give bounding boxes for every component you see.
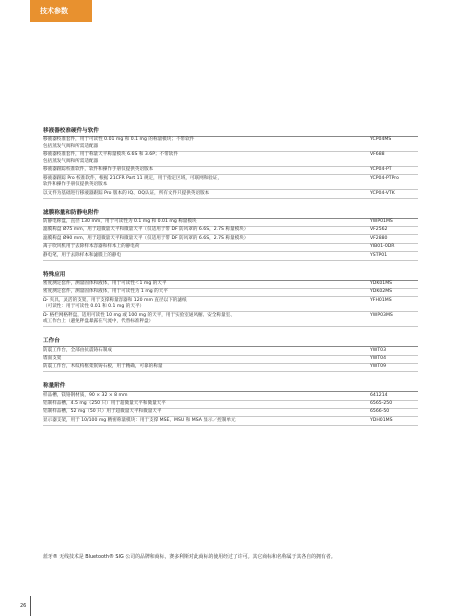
page-number: 26 <box>20 603 27 609</box>
page-divider <box>30 596 31 616</box>
row-desc: 以文件为基础进行移液器跟踪 Pro 版本的 IQ、OQ认证，所有文件只提供英语版本 <box>43 190 210 196</box>
row-desc: 密度测定套件，测量固体和液体，用于可读性为 1 mg 的天平 <box>43 289 168 295</box>
section-header-band <box>30 0 92 22</box>
row-desc: 移液器校准套件，用于可读性 0.01 mg 和 0.1 mg 的称量模块；不带软件 包括蒸发气阀和所需适配器 <box>43 137 195 149</box>
row-code: 641214 <box>370 392 388 398</box>
table-row <box>43 167 418 175</box>
row-desc: 墙面支架 <box>43 355 62 361</box>
row-code: YWP03MS <box>370 312 393 318</box>
header-title: 技术参数 <box>40 7 68 15</box>
section-title: 称量附件 <box>43 381 418 392</box>
section-pipette-calibration <box>43 126 418 199</box>
row-desc: 铝制样品槽，4.5 mg（250 只）用于超微量天平和微量天平 <box>43 401 166 407</box>
row-desc: 滤膜称盘 Ø90 mm，用于超微量天平和微量天平（仅适用于带 DF 防风罩的 6.6S，2.7S 称量模块） <box>43 235 249 241</box>
row-code: YWT03 <box>370 347 386 353</box>
trademark-footnote: 蓝牙® 无线技术是 Bluetooth® SIG 公司的品牌和商标，赛多利斯对此商标的使用经过了许可。其它商标和名称属于其各自的拥有者。 <box>43 554 336 560</box>
section-title: 滤膜称量和防静电附件 <box>43 208 418 219</box>
section-title: 特殊应用 <box>43 270 418 281</box>
table-row <box>43 137 418 152</box>
section-title: 移液器校准硬件与软件 <box>43 126 418 137</box>
row-desc: 铝制样品槽，52 mg（50 只）用于超微量天平和微量天平 <box>43 409 162 415</box>
table-row <box>43 417 418 425</box>
row-code: YIB01-0DR <box>370 244 395 250</box>
row-code: YDH01MS <box>370 417 393 423</box>
table-row <box>43 235 418 243</box>
row-desc: 静电笔，用于去除样本和滤膜上的静电 <box>43 252 122 258</box>
row-code: YCP04-PTPro <box>370 175 399 181</box>
section-special-applications <box>43 270 418 328</box>
row-code: 6565-250 <box>370 401 393 407</box>
section-title: 工作台 <box>43 336 418 347</box>
table-row <box>43 175 418 190</box>
row-desc: 显示器支架，用于 10/100 mg 精密称量模块：用于支撑 MSE、MSU 和 MSA 显示／控制单元 <box>43 417 236 423</box>
row-desc: Ω- 夹具，灵活的支架，用于支撑称量容器和 120 mm 直径以下的滤纸 （可读性：用于可读性 0.01 和 0.1 mg 的天平） <box>43 297 187 310</box>
spec-content <box>43 126 418 435</box>
table-row <box>43 289 418 297</box>
table-row <box>43 281 418 289</box>
table-row <box>43 190 418 198</box>
row-desc: 样品槽，镁铬钢材质，90 × 32 × 8 mm <box>43 392 128 398</box>
row-code: YCP04-VTK <box>370 190 395 196</box>
table-row <box>43 356 418 364</box>
table-row <box>43 244 418 252</box>
table-row <box>43 227 418 235</box>
row-code: YSTP01 <box>370 252 388 258</box>
row-desc: 防静电称盘，直径 130 mm，用于可读性为 0.1 mg 和 0.01 mg 称量模块 <box>43 219 197 225</box>
table-row <box>43 409 418 417</box>
row-code: VF2880 <box>370 235 388 241</box>
section-workbench <box>43 336 418 372</box>
table-row <box>43 312 418 327</box>
row-code: YDK02MS <box>370 289 393 295</box>
row-code: 6566-50 <box>370 409 390 415</box>
table-row <box>43 347 418 355</box>
row-code: YWT04 <box>370 355 386 361</box>
row-code: VF688 <box>370 152 385 158</box>
table-row <box>43 401 418 409</box>
row-code: VF2562 <box>370 227 388 233</box>
row-desc: 移液器校准套件，用于称量天平称量模块 6.6S 和 3.6P；不带软件 包括蒸发气阀和所需适配器 <box>43 152 178 164</box>
row-desc: 移液器跟踪校准软件，软件和操作手册仅提供英语版本 <box>43 167 154 173</box>
row-desc: 离子吹风机用于去除样本容器和样本上的静电荷 <box>43 244 140 250</box>
row-code: YWP01MS <box>370 219 393 225</box>
row-desc: 防震工作台，全部由抗震铸石制成 <box>43 347 112 353</box>
section-weighing-accessories <box>43 381 418 426</box>
table-row <box>43 252 418 260</box>
table-row <box>43 364 418 372</box>
row-code: YDK01MS <box>370 280 393 286</box>
row-desc: Ω- 格栏网格秤盘，适用可读性 10 mg 或 100 mg 的天平，用于实验室通风橱、安全称量室、 或工作台上（避免秤盘暴露在气流中，代替标准秤盘） <box>43 312 235 325</box>
table-row <box>43 392 418 400</box>
section-filter-antistatic <box>43 208 418 261</box>
row-code: YWT09 <box>370 364 386 370</box>
table-row <box>43 219 418 227</box>
row-desc: 移液器跟踪 Pro 校准软件，根据 21CFR Part 11 规定，用于指定区域，可联网和验证， 软件和操作手册仅提供英语版本 <box>43 175 223 188</box>
table-row <box>43 152 418 167</box>
row-code: YFH01MS <box>370 297 392 303</box>
table-row <box>43 297 418 312</box>
row-desc: 滤膜称盘 Ø75 mm，用于超微量天平和微量天平（仅适用于带 DF 防风罩的 6.6S，2.7S 称量模块） <box>43 227 249 233</box>
row-desc: 防震工作台，木纹构框架嵌铸石板，用于精确，可靠的称量 <box>43 364 163 370</box>
row-desc: 密度测定套件，测量固体和液体，用于可读性＜1 mg 的天平 <box>43 280 167 286</box>
row-code: YCP04-PT <box>370 167 392 173</box>
row-code: YCP04MS <box>370 137 392 143</box>
